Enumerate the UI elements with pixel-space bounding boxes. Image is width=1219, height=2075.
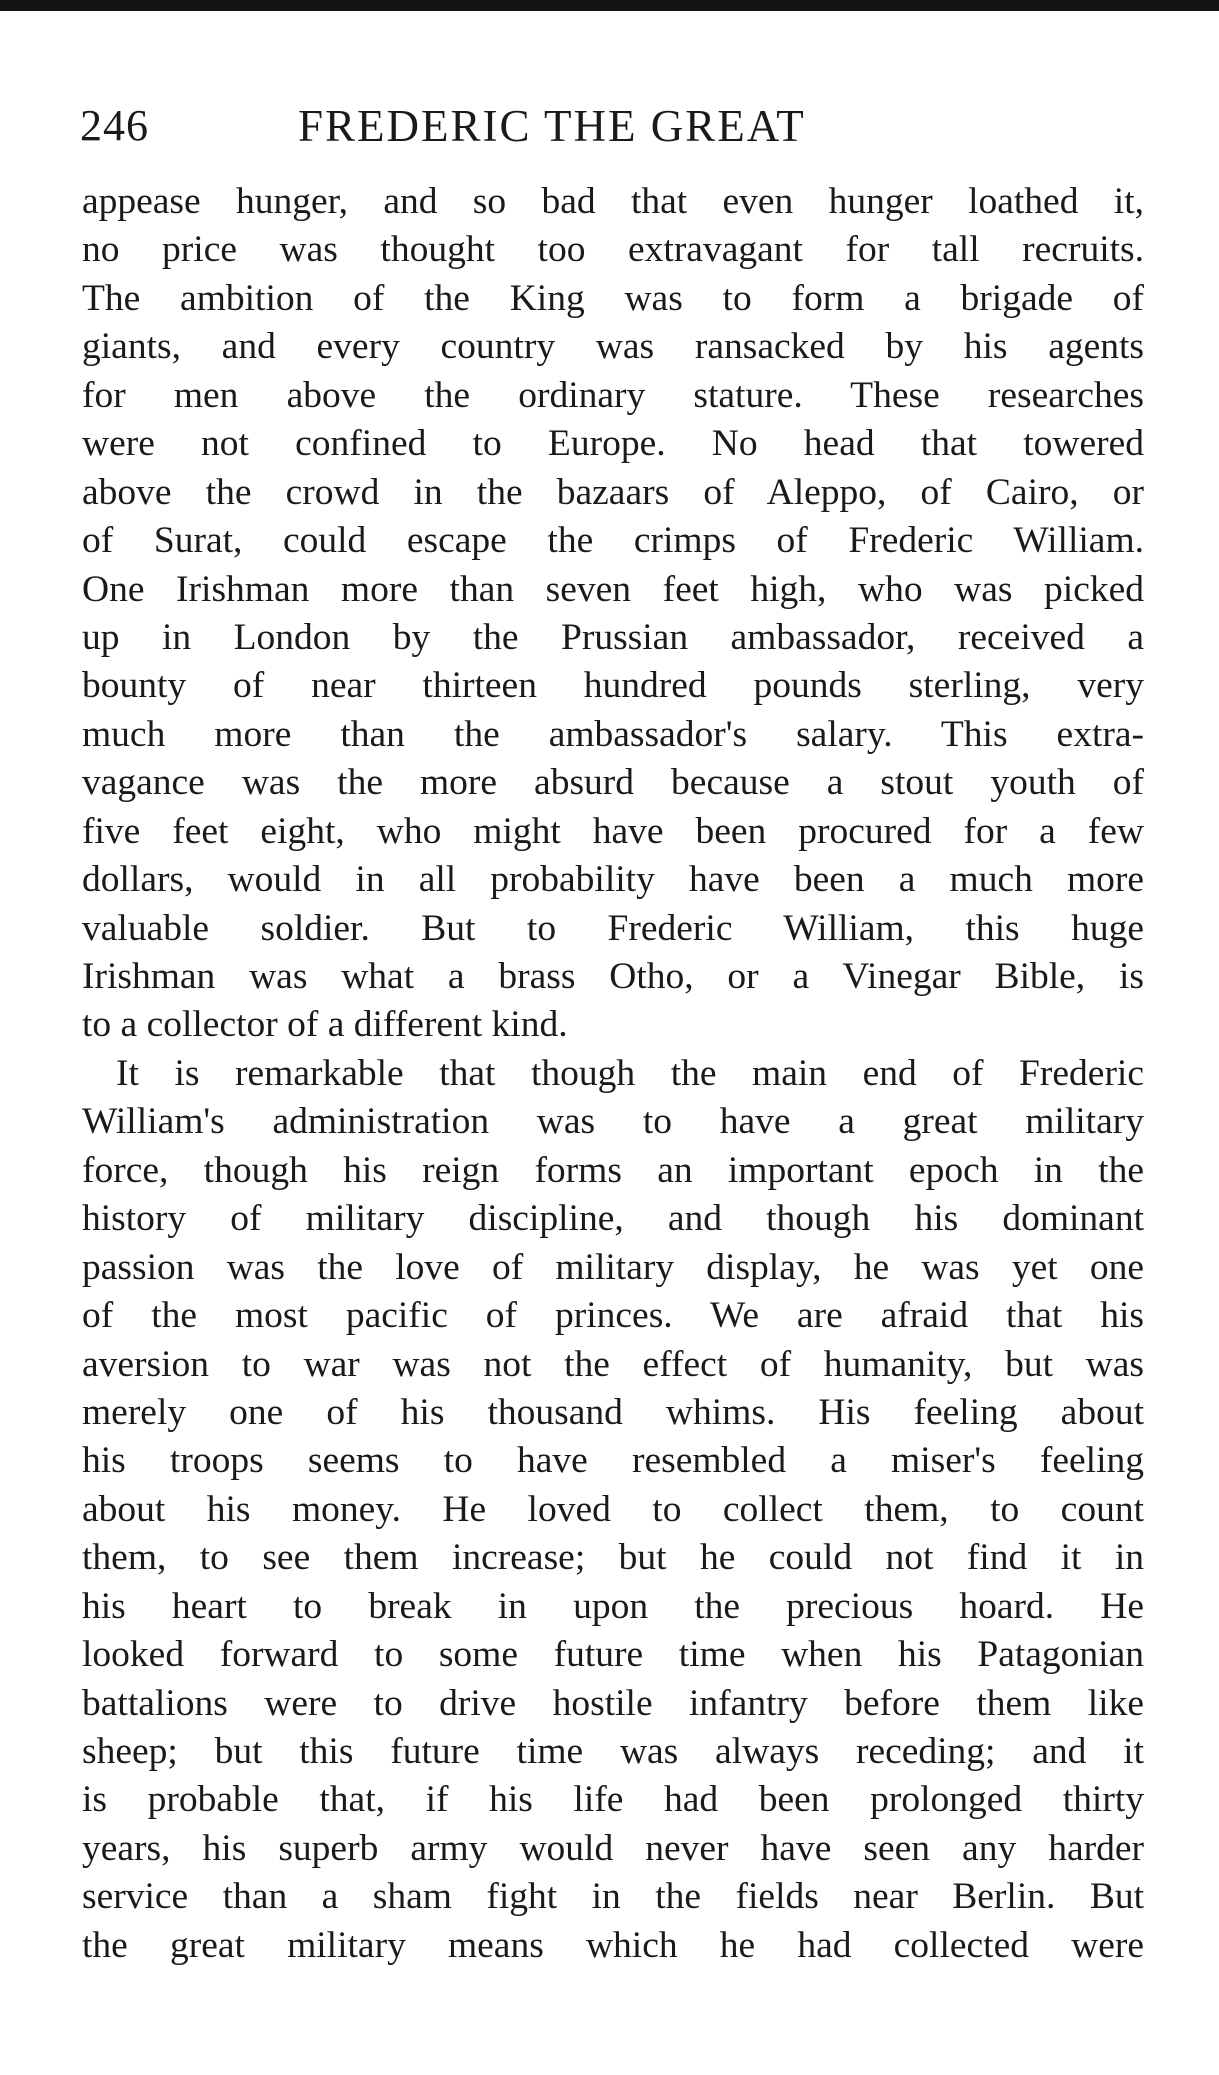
- text-line: giants, and every country was ransacked by his agents: [82, 326, 1144, 368]
- running-head: [80, 96, 1140, 156]
- text-line: aversion to war was not the effect of humanity, but was: [82, 1343, 1144, 1385]
- text-line: for men above the ordinary stature. These researches: [82, 374, 1144, 416]
- text-line: service than a sham fight in the fields near Berlin. But: [82, 1876, 1144, 1918]
- text-line: bounty of near thirteen hundred pounds sterling, very: [82, 665, 1144, 707]
- text-line: were not confined to Europe. No head that towered: [82, 423, 1144, 465]
- text-line: up in London by the Prussian ambassador, received a: [82, 616, 1144, 658]
- top-border-rule: [0, 0, 1219, 11]
- text-line: Irishman was what a brass Otho, or a Vinegar Bible, is: [82, 956, 1144, 997]
- paragraph-1: [82, 178, 1144, 1050]
- text-line: passion was the love of military display, he was yet one: [82, 1246, 1144, 1288]
- text-line: no price was thought too extravagant for tall recruits.: [82, 229, 1144, 271]
- text-line: above the crowd in the bazaars of Aleppo, of Cairo, or: [82, 471, 1144, 513]
- text-line: vagance was the more absurd because a stout youth of: [82, 762, 1144, 804]
- paragraph-2: [82, 1050, 1144, 1970]
- text-line: about his money. He loved to collect them, to count: [82, 1488, 1144, 1530]
- text-line: his troops seems to have resembled a miser's feeling: [82, 1440, 1144, 1482]
- text-line: years, his superb army would never have seen any harder: [82, 1827, 1144, 1869]
- text-line: of the most pacific of princes. We are afraid that his: [82, 1295, 1144, 1337]
- running-title: FREDERIC THE GREAT: [298, 101, 806, 151]
- text-line: merely one of his thousand whims. His feeling about: [82, 1391, 1144, 1433]
- body-text: [82, 178, 1144, 1970]
- text-line: much more than the ambassador's salary. This extra-: [82, 713, 1144, 755]
- text-line: The ambition of the King was to form a brigade of: [82, 277, 1144, 319]
- text-line: five feet eight, who might have been procured for a few: [82, 810, 1144, 852]
- text-line: One Irishman more than seven feet high, who was picked: [82, 568, 1144, 610]
- text-line: looked forward to some future time when his Patagonian: [82, 1634, 1144, 1676]
- text-line: appease hunger, and so bad that even hunger loathed it,: [82, 181, 1144, 222]
- page-number: 246: [80, 101, 149, 150]
- text-line: of Surat, could escape the crimps of Frederic William.: [82, 520, 1144, 562]
- text-line: sheep; but this future time was always receding; and it: [82, 1731, 1144, 1772]
- text-line: to a collector of a different kind.: [82, 1004, 568, 1046]
- text-line: history of military discipline, and though his dominant: [82, 1198, 1144, 1240]
- text-line: It is remarkable that though the main end of Frederic: [116, 1052, 1144, 1094]
- text-line: William's administration was to have a great military: [82, 1101, 1144, 1143]
- text-line: his heart to break in upon the precious hoard. He: [82, 1585, 1144, 1627]
- text-line: dollars, would in all probability have been a much more: [82, 859, 1144, 901]
- text-line: valuable soldier. But to Frederic William, this huge: [82, 907, 1144, 949]
- text-line: is probable that, if his life had been prolonged thirty: [82, 1779, 1144, 1821]
- text-line: them, to see them increase; but he could not find it in: [82, 1537, 1144, 1579]
- text-line: the great military means which he had collected were: [82, 1924, 1144, 1966]
- text-line: force, though his reign forms an important epoch in the: [82, 1149, 1144, 1191]
- text-line: battalions were to drive hostile infantry before them like: [82, 1682, 1144, 1724]
